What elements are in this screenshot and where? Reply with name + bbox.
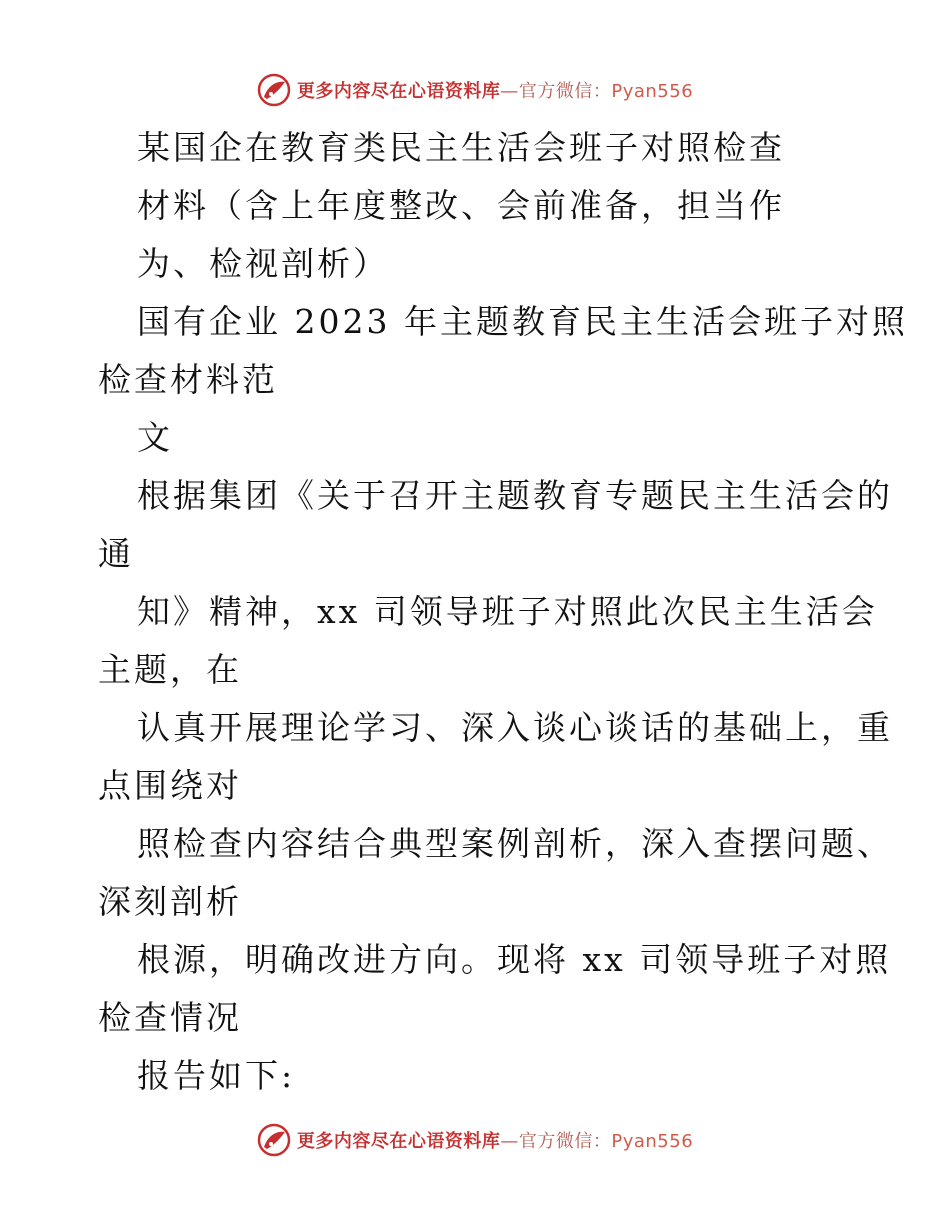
watermark-wechat-label: 官方微信： — [518, 1131, 612, 1152]
paragraph-line-2: 通 — [98, 534, 134, 573]
subtitle-line-1: 国有企业 2023 年主题教育民主生活会班子对照 — [137, 302, 908, 341]
paragraph-line-10: 检查情况 — [98, 998, 242, 1037]
paragraph-line-1: 根据集团《关于召开主题教育专题民主生活会的 — [137, 476, 893, 515]
footer-watermark — [0, 1120, 950, 1160]
pen-nib-icon — [257, 1123, 291, 1157]
title-line-1: 某国企在教育类民主生活会班子对照检查 — [137, 128, 785, 167]
watermark-wechat-id: Pyan556 — [611, 1131, 694, 1152]
watermark-text — [297, 77, 693, 103]
watermark-wechat-label: 官方微信： — [518, 81, 612, 102]
paragraph-line-4: 主题，在 — [98, 650, 242, 689]
pen-nib-icon — [257, 73, 291, 107]
title-line-3: 为、检视剖析） — [137, 244, 389, 283]
watermark-text — [297, 1127, 693, 1153]
subtitle-line-2: 检查材料范 — [98, 360, 278, 399]
subtitle-line-3: 文 — [137, 418, 173, 457]
paragraph-line-8: 深刻剖析 — [98, 882, 242, 921]
paragraph-line-11: 报告如下: — [137, 1056, 296, 1095]
watermark-wechat-id: Pyan556 — [611, 81, 694, 102]
watermark-site-name: 更多内容尽在心语资料库 — [296, 1131, 501, 1152]
paragraph-line-9: 根源，明确改进方向。现将 xx 司领导班子对照 — [137, 940, 892, 979]
title-line-2: 材料（含上年度整改、会前准备，担当作 — [137, 186, 785, 225]
paragraph-line-5: 认真开展理论学习、深入谈心谈话的基础上，重 — [137, 708, 893, 747]
watermark-dash: — — [500, 1131, 519, 1152]
header-watermark — [0, 70, 950, 110]
watermark-dash: — — [500, 81, 519, 102]
watermark-site-name: 更多内容尽在心语资料库 — [296, 81, 501, 102]
paragraph-line-7: 照检查内容结合典型案例剖析，深入查摆问题、 — [137, 824, 893, 863]
paragraph-line-6: 点围绕对 — [98, 766, 242, 805]
paragraph-line-3: 知》精神，xx 司领导班子对照此次民主生活会 — [137, 592, 878, 631]
